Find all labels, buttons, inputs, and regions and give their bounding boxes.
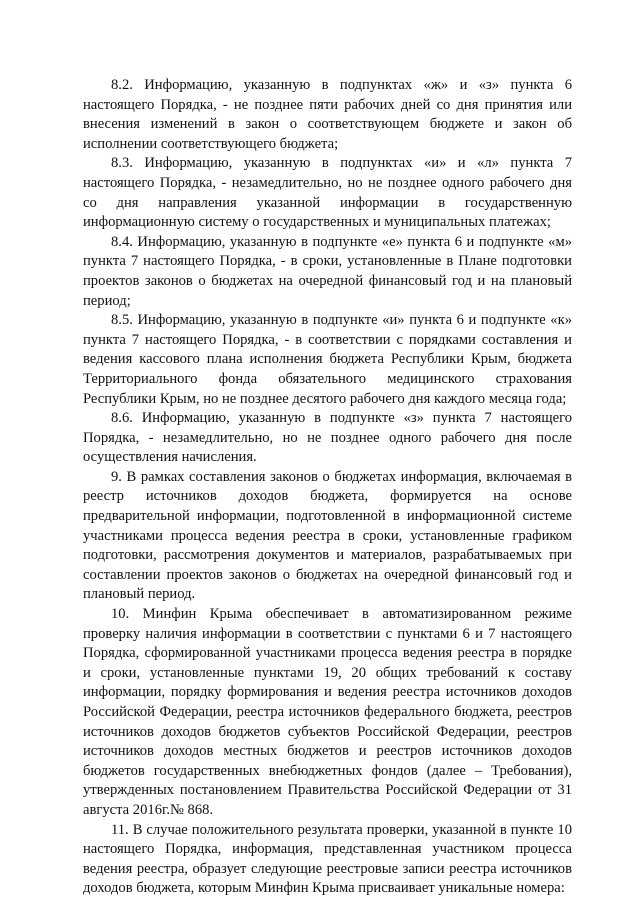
paragraph-8-2: 8.2. Информацию, указанную в подпунктах «ж» и «з» пункта 6 настоящего Порядка, - не позднее пяти рабочих дней со дня принятия или внесения изменений в закон о соответствующем бюджете и закон об исполнении соответствующего бюджета; (83, 77, 572, 152)
paragraph-8-6: 8.6. Информацию, указанную в подпункте «з» пункта 7 настоящего Порядка, - незамедлительно, но не позднее одного рабочего дня после осуществления начисления. (83, 410, 572, 466)
paragraph-11: 11. В случае положительного результата проверки, указанной в пункте 10 настоящего Порядка, информация, представленная участником процесса ведения реестра, образует следующие реестровые записи реестра источников доходов бюджета, которым Минфин Крыма присваивает уникальные номера: (83, 821, 572, 897)
paragraph-8-5: 8.5. Информацию, указанную в подпункте «и» пункта 6 и подпункте «к» пункта 7 настоящего Порядка, - в соответствии с порядками составления и ведения кассового плана исполнения бюджета Республики Крым, бюджета Территориального фонда обязательного медицинского страхования Республики Крым, но не позднее десятого рабочего дня каждого месяца года; (83, 312, 572, 407)
paragraph-8-3: 8.3. Информацию, указанную в подпунктах «и» и «л» пункта 7 настоящего Порядка, - незамедлительно, но не позднее одного рабочего дня со дня направления указанной информации в государственную информационную систему о государственных и муниципальных платежах; (83, 155, 572, 231)
paragraph-10: 10. Минфин Крыма обеспечивает в автоматизированном режиме проверку наличия информации в соответствии с пунктами 6 и 7 настоящего Порядка, сформированной участниками процесса ведения реестра в порядке и сроки, установленные пунктами 19, 20 общих требований к составу информации, порядку формирования и ведения реестра источников доходов Российской Федерации, реестра источников федерального бюджета, реестров источников доходов бюджетов субъектов Российской Федерации, реестров источников доходов местных бюджетов и реестров источников доходов бюджетов государственных внебюджетных фондов (далее – Требования), утвержденных постановлением Правительства Российской Федерации от 31 августа 2016г.№ 868. (83, 606, 572, 818)
paragraph-8-4: 8.4. Информацию, указанную в подпункте «е» пункта 6 и подпункте «м» пункта 7 настоящего Порядка, - в сроки, установленные в Плане подготовки проектов законов о бюджетах на очередной финансовый год и на плановый период; (83, 233, 572, 309)
paragraph-9: 9. В рамках составления законов о бюджетах информация, включаемая в реестр источников доходов бюджета, формируется на основе предварительной информации, подготовленной в информационной системе участниками процесса ведения реестра в сроки, установленные графиком подготовки, рассмотрения документов и материалов, разрабатываемых при составлении проектов законов о бюджетах на очередной финансовый год и плановый период. (83, 468, 572, 603)
document-page (83, 76, 572, 899)
